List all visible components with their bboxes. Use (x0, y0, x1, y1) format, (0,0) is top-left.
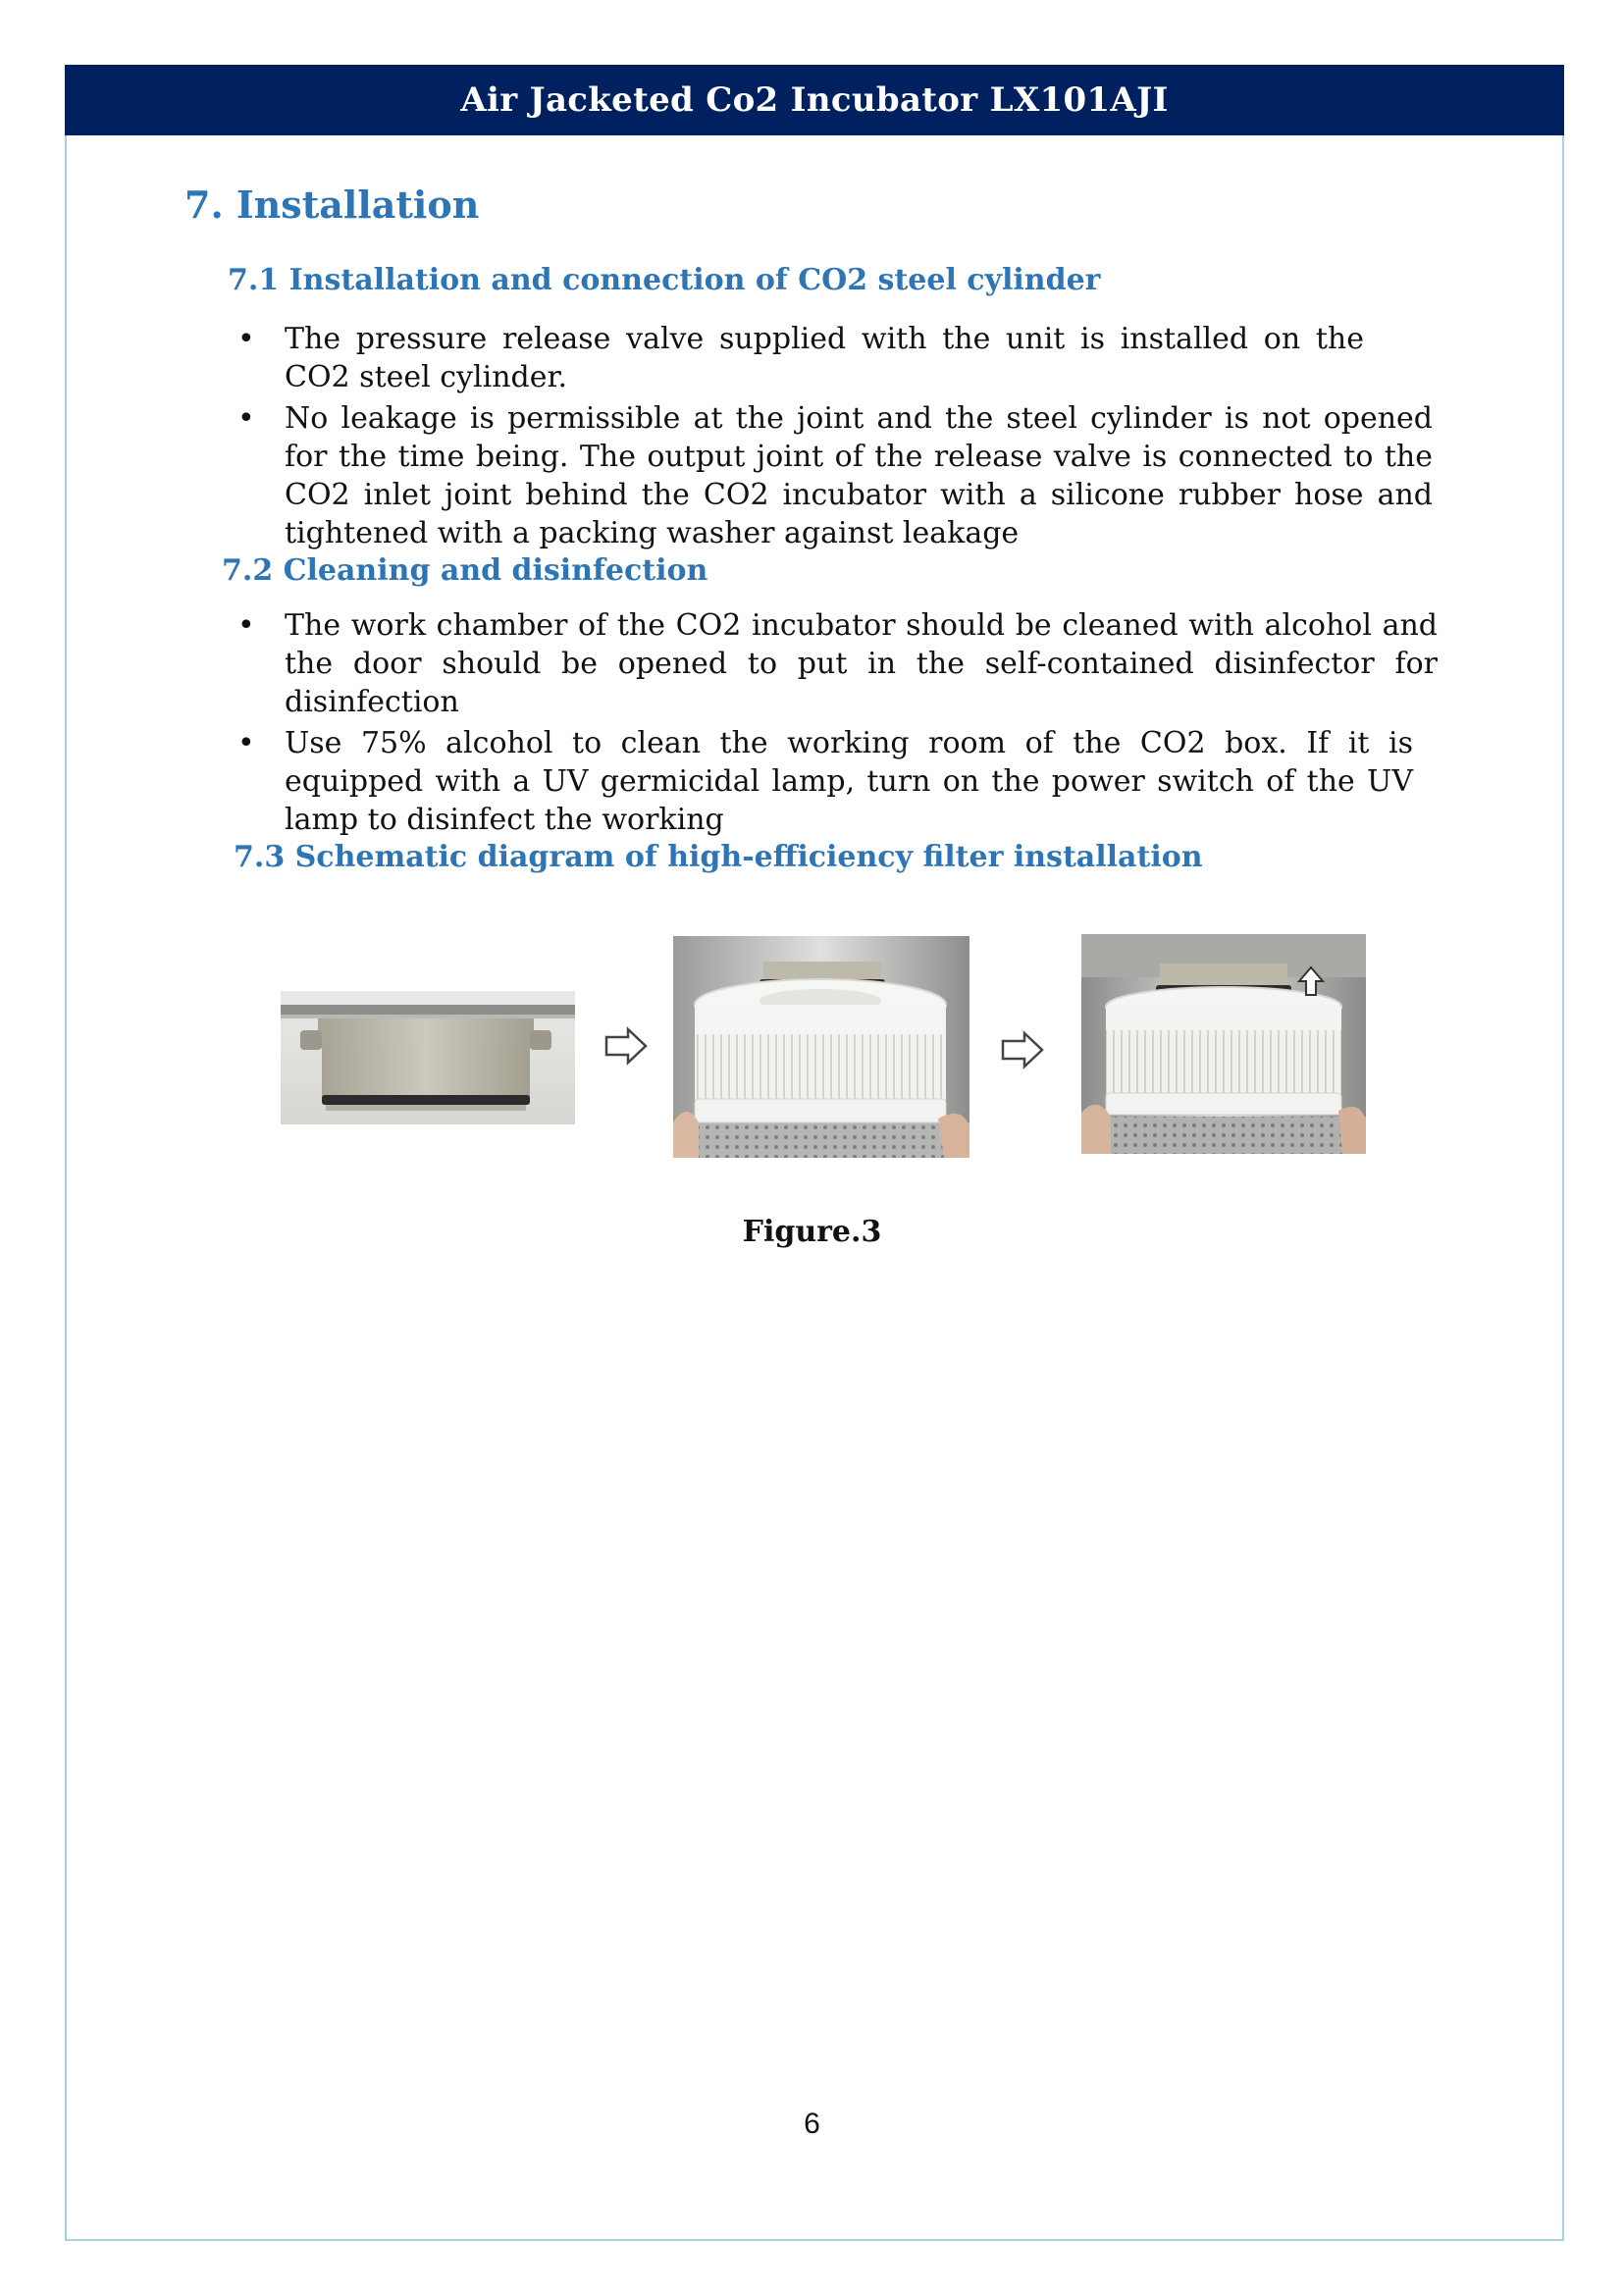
list-item: • The pressure release valve supplied with the unit is installed on the CO2 steel cylinder. (285, 320, 1364, 396)
document-header (65, 65, 1564, 135)
subsection-title-7-3: 7.3 Schematic diagram of high-efficiency filter installation (234, 840, 1203, 874)
page-number: 6 (804, 2108, 820, 2140)
list-item: • No leakage is permissible at the joint and the steel cylinder is not opened for the time being. The output joint of the release valve is connected to the CO2 inlet joint behind the CO2 incubator with a silicone rubber hose and tightened with a packing washer against leakage (285, 399, 1433, 552)
filter-photo-step-3 (1081, 934, 1366, 1154)
subsection-title-7-1: 7.1 Installation and connection of CO2 steel cylinder (228, 263, 1101, 297)
bullet-list-7-2 (285, 606, 1438, 842)
header-title: Air Jacketed Co2 Incubator LX101AJI (460, 80, 1169, 120)
bullet-list-7-1 (285, 320, 1433, 555)
figure-caption: Figure.3 (742, 1215, 882, 1249)
subsection-title-7-2: 7.2 Cleaning and disinfection (222, 553, 708, 588)
list-item: • The work chamber of the CO2 incubator should be cleaned with alcohol and the door should be opened to put in the self-contained disinfector for disinfection (285, 606, 1438, 721)
section-title: 7. Installation (184, 183, 480, 227)
arrow-right-icon (1001, 1030, 1044, 1073)
arrow-right-icon (604, 1026, 648, 1069)
list-item: • Use 75% alcohol to clean the working room of the CO2 box. If it is equipped with a UV germicidal lamp, turn on the power switch of the UV lamp to disinfect the working (285, 724, 1413, 839)
filter-photo-step-1 (281, 991, 575, 1124)
filter-photo-step-2 (673, 936, 969, 1158)
